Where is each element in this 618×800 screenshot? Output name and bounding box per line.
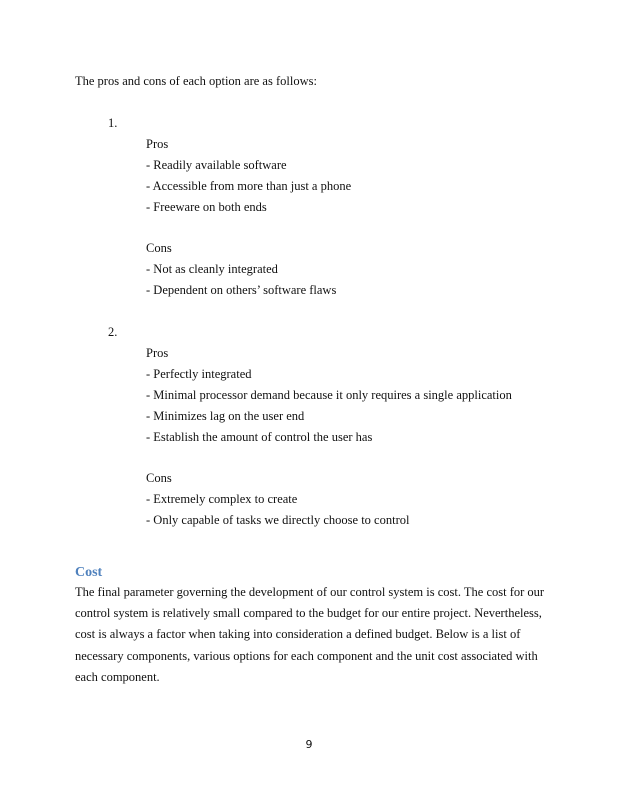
option-1-number: 1.	[108, 116, 118, 130]
cost-paragraph-line: The final parameter governing the development of our control system is cost. The cost for our	[75, 585, 545, 599]
cost-paragraph-line: necessary components, various options for each component and the unit cost associated with	[75, 648, 538, 663]
cost-paragraph-line: cost is always a factor when taking into consideration a defined budget. Below is a list of	[75, 627, 521, 642]
option-2-con-item: - Extremely complex to create	[146, 492, 298, 506]
option-2-pro-item: - Minimizes lag on the user end	[146, 409, 305, 423]
option-1-pro-item: - Freeware on both ends	[146, 200, 267, 214]
option-2-cons-heading: Cons	[146, 471, 172, 485]
option-1-pro-item: - Readily available software	[146, 158, 287, 172]
option-2-pro-item: - Establish the amount of control the user has	[146, 430, 373, 444]
cost-paragraph-line: control system is relatively small compared to the budget for our entire project. Nevertheless,	[75, 606, 542, 621]
cost-heading: Cost	[75, 565, 103, 580]
cost-paragraph-line: each component.	[75, 669, 160, 684]
option-2-pro-item: - Minimal processor demand because it only requires a single application	[146, 388, 512, 402]
option-2-number: 2.	[108, 325, 118, 339]
page-number: 9	[305, 738, 313, 751]
option-1-pro-item: - Accessible from more than just a phone	[146, 179, 352, 193]
option-1-pros-heading: Pros	[146, 137, 169, 151]
option-2-pros-heading: Pros	[146, 346, 169, 360]
option-1-con-item: - Dependent on others’ software flaws	[146, 283, 337, 297]
cost-paragraph	[75, 582, 555, 688]
option-2-con-item: - Only capable of tasks we directly choose to control	[146, 513, 410, 527]
option-1-con-item: - Not as cleanly integrated	[146, 262, 278, 276]
intro-text: The pros and cons of each option are as follows:	[75, 74, 317, 88]
option-1-cons-heading: Cons	[146, 241, 172, 255]
option-2-pro-item: - Perfectly integrated	[146, 367, 252, 381]
